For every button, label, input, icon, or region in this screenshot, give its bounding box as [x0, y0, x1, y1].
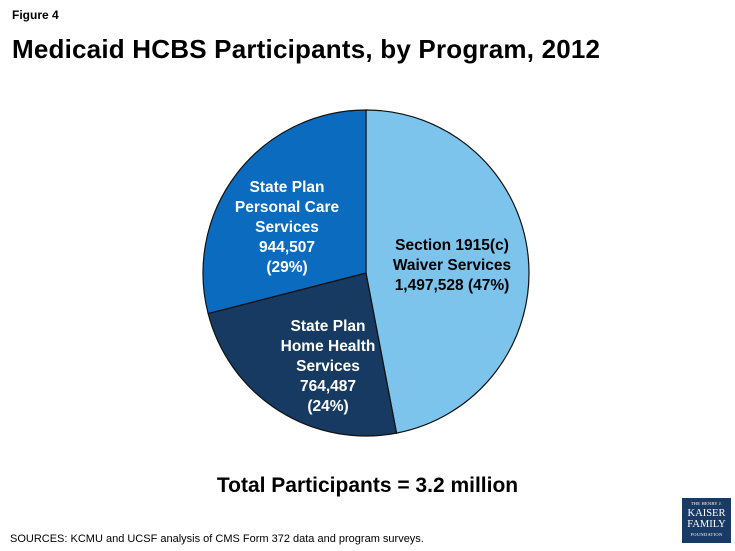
logo-line: FAMILY	[687, 519, 726, 530]
slice-label-line: (29%)	[266, 259, 308, 276]
slice-label-home-health	[248, 317, 408, 417]
logo-line: FOUNDATION	[690, 531, 723, 537]
slice-label-line: 764,487	[299, 378, 357, 395]
slice-label-line: Home Health	[280, 338, 376, 355]
slice-label-line: Section 1915(c)	[395, 237, 509, 254]
slice-label-line: (24%)	[307, 398, 349, 415]
figure-label: Figure 4	[12, 8, 59, 22]
kaiser-family-foundation-logo	[682, 498, 731, 543]
sources-note: SOURCES: KCMU and UCSF analysis of CMS Form 372 data and program surveys.	[10, 533, 424, 545]
slice-label-line: Services	[296, 358, 360, 375]
logo-line: THE HENRY J.	[690, 501, 723, 506]
slice-label-line: Services	[255, 219, 319, 236]
slice-label-line: Waiver Services	[392, 257, 512, 274]
chart-title: Medicaid HCBS Participants, by Program, 2012	[12, 34, 601, 64]
slice-label-personal-care	[207, 178, 367, 278]
slice-label-line: 944,507	[258, 239, 316, 256]
total-participants-note: Total Participants = 3.2 million	[216, 474, 519, 497]
slice-label-waiver	[372, 236, 532, 296]
slice-label-line: Personal Care	[234, 199, 340, 216]
slice-label-line: 1,497,528 (47%)	[394, 277, 510, 294]
logo-line: KAISER	[687, 507, 726, 519]
slice-label-line: State Plan	[290, 318, 366, 335]
slice-label-line: State Plan	[249, 179, 325, 196]
